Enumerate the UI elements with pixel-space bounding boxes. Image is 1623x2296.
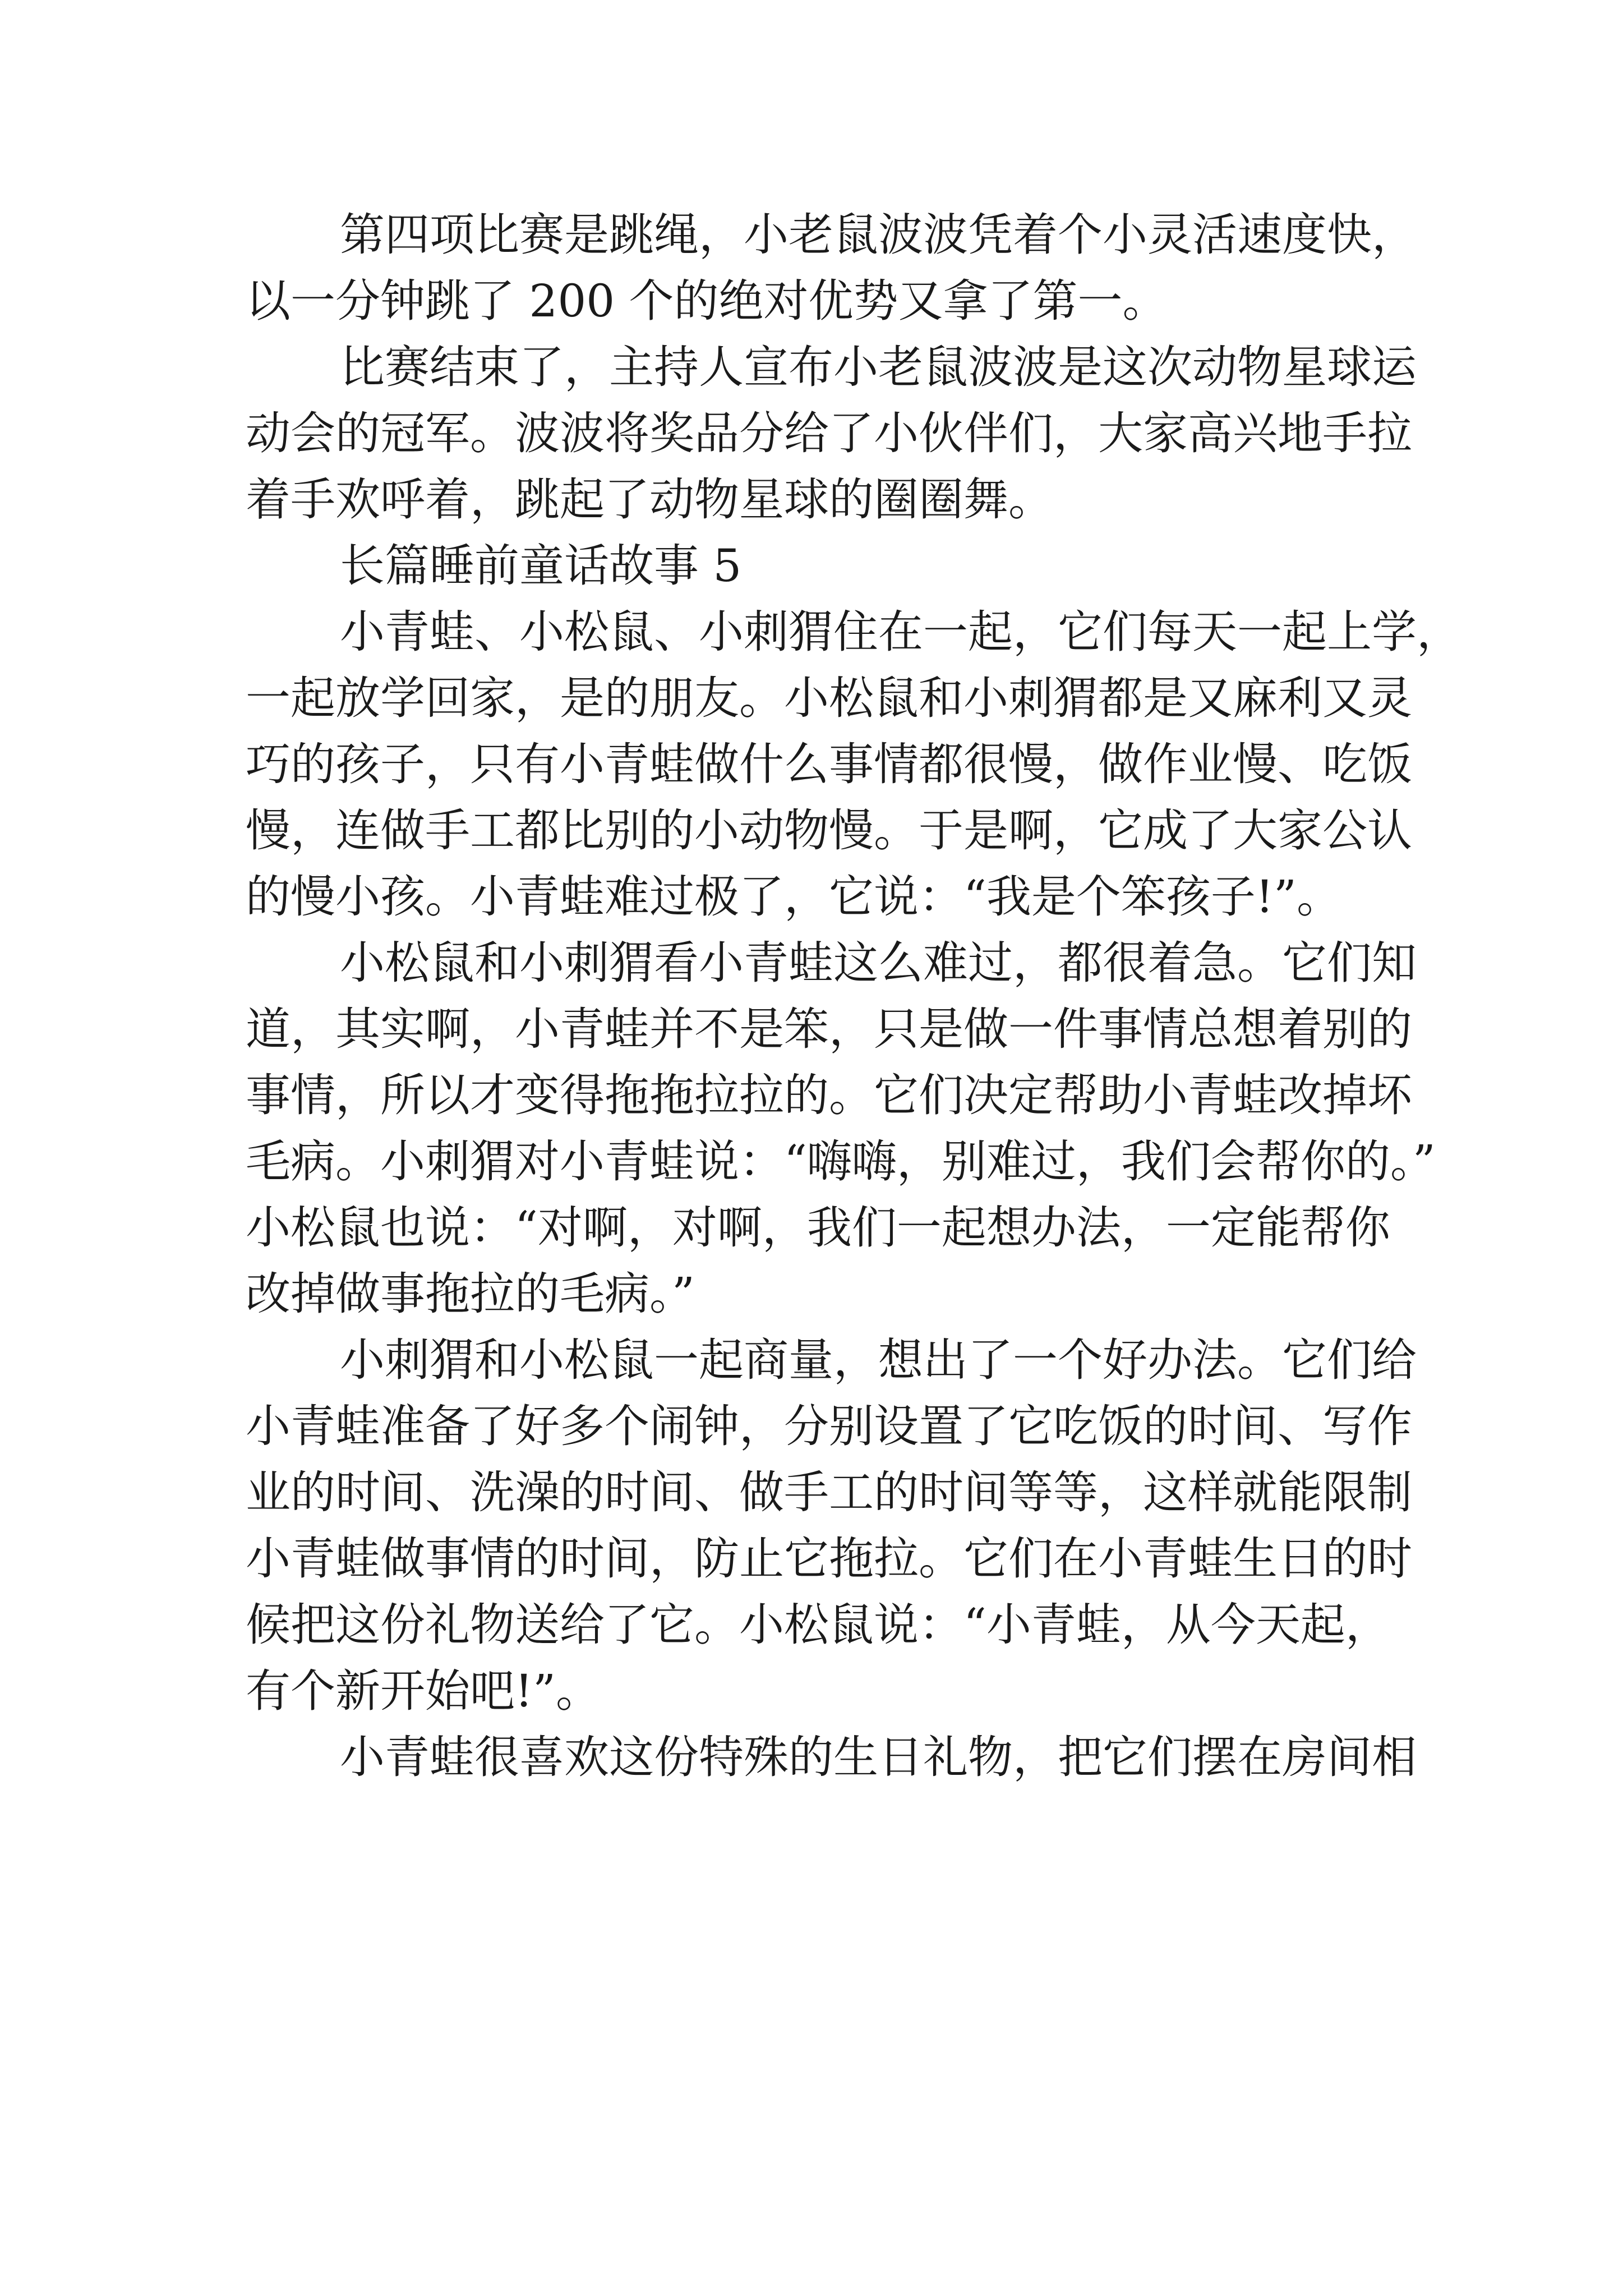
text-line: 有个新开始吧!”。 — [246, 1665, 601, 1717]
text-line: 改掉做事拖拉的毛病。” — [246, 1268, 695, 1320]
text-line: 小青蛙、小松鼠、小刺猬住在一起，它们每天一起上学， — [340, 606, 1461, 658]
text-line: 小松鼠也说：“对啊，对啊，我们一起想办法，一定能帮你 — [246, 1202, 1390, 1254]
text-line: 比赛结束了，主持人宣布小老鼠波波是这次动物星球运 — [340, 341, 1417, 393]
text-line: 道，其实啊，小青蛙并不是笨，只是做一件事情总想着别的 — [246, 1003, 1412, 1055]
text-line: 小刺猬和小松鼠一起商量，想出了一个好办法。它们给 — [340, 1334, 1417, 1386]
text-line: 小青蛙做事情的时间，防止它拖拉。它们在小青蛙生日的时 — [246, 1533, 1412, 1585]
text-line: 以一分钟跳了 200 个的绝对优势又拿了第一。 — [246, 275, 1168, 327]
text-line: 毛病。小刺猬对小青蛙说：“嗨嗨，别难过，我们会帮你的。” — [246, 1135, 1436, 1188]
text-line: 候把这份礼物送给了它。小松鼠说：“小青蛙，从今天起， — [246, 1599, 1390, 1651]
document-body — [246, 202, 1461, 1791]
text-line: 第四项比赛是跳绳，小老鼠波波凭着个小灵活速度快， — [340, 209, 1417, 261]
text-line: 小松鼠和小刺猬看小青蛙这么难过，都很着急。它们知 — [340, 937, 1417, 989]
section-heading: 长篇睡前童话故事 5 — [340, 540, 742, 592]
text-line: 巧的孩子，只有小青蛙做什么事情都很慢，做作业慢、吃饭 — [246, 738, 1412, 790]
text-line: 业的时间、洗澡的时间、做手工的时间等等，这样就能限制 — [246, 1466, 1412, 1519]
text-line: 事情，所以才变得拖拖拉拉的。它们决定帮助小青蛙改掉坏 — [246, 1069, 1412, 1121]
text-line: 一起放学回家，是的朋友。小松鼠和小刺猬都是又麻利又灵 — [246, 672, 1412, 724]
text-line: 动会的冠军。波波将奖品分给了小伙伴们，大家高兴地手拉 — [246, 407, 1412, 459]
text-line: 慢，连做手工都比别的小动物慢。于是啊，它成了大家公认 — [246, 804, 1412, 857]
text-line: 着手欢呼着，跳起了动物星球的圈圈舞。 — [246, 473, 1053, 526]
text-line: 小青蛙很喜欢这份特殊的生日礼物，把它们摆在房间相 — [340, 1731, 1417, 1783]
text-line: 的慢小孩。小青蛙难过极了，它说：“我是个笨孩子!”。 — [246, 871, 1341, 923]
text-line: 小青蛙准备了好多个闹钟，分别设置了它吃饭的时间、写作 — [246, 1400, 1412, 1452]
